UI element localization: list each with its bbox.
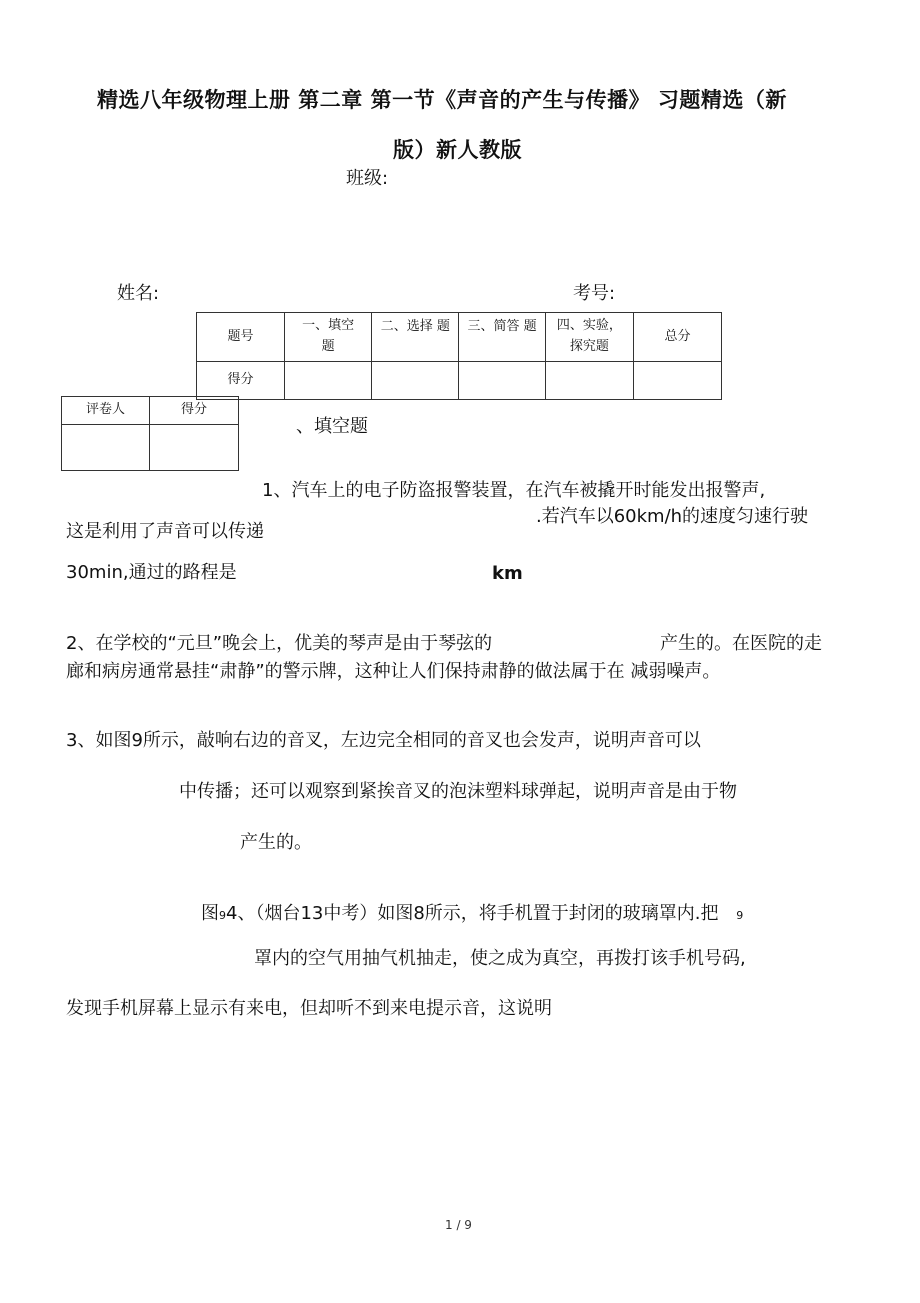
score-table bbox=[196, 312, 722, 400]
section-title: 、填空题 bbox=[296, 416, 368, 437]
grader-header-cell: 得分 bbox=[150, 397, 239, 425]
header-text: 三、简答 题 bbox=[467, 319, 537, 334]
score-cell[interactable] bbox=[545, 362, 633, 400]
name-label: 姓名: bbox=[117, 283, 160, 304]
q1-line-1: 1、汽车上的电子防盗报警装置，在汽车被撬开时能发出报警声, bbox=[262, 480, 766, 501]
q4-line-3: 发现手机屏幕上显示有来电，但却听不到来电提示音，这说明 bbox=[66, 998, 552, 1019]
header-text: 题号 bbox=[227, 328, 254, 344]
header-text: 题 bbox=[321, 339, 335, 354]
score-cell[interactable] bbox=[372, 362, 459, 400]
q3-line-1: 3、如图9所示，敲响右边的音叉，左边完全相同的音叉也会发声，说明声音可以 bbox=[66, 730, 701, 751]
figure-label: 图 bbox=[201, 903, 219, 924]
header-text: 探究题 bbox=[569, 339, 609, 354]
title-line-1: 精选八年级物理上册 第二章 第一节《声音的产生与传播》 习题精选（新 bbox=[97, 88, 787, 112]
q4-text-1: 4、（烟台13中考）如图8所示，将手机置于封闭的玻璃罩内.把 bbox=[226, 903, 719, 924]
q1-line-2b: .若汽车以60km/h的速度匀速行驶 bbox=[536, 506, 809, 527]
figure-tail-mark: 9 bbox=[736, 909, 744, 922]
score-cell[interactable] bbox=[459, 362, 545, 400]
header-text: 四、实验， bbox=[556, 318, 622, 334]
q2-line-2: 廊和病房通常悬挂“肃静”的警示牌，这种让人们保持肃静的做法属于在 减弱噪声。 bbox=[66, 661, 721, 682]
header-text: 总分 bbox=[664, 328, 691, 344]
score-cell[interactable] bbox=[285, 362, 372, 400]
class-label: 班级: bbox=[346, 168, 389, 189]
grader-cell[interactable] bbox=[62, 425, 150, 471]
q3-line-3: 产生的。 bbox=[240, 832, 312, 853]
score-header-cell bbox=[197, 313, 285, 362]
score-header-cell bbox=[285, 313, 372, 362]
grader-cell[interactable] bbox=[150, 425, 239, 471]
title-line-2: 版）新人教版 bbox=[393, 138, 522, 162]
q1-line-2a: 这是利用了声音可以传递 bbox=[66, 521, 264, 542]
score-header-cell bbox=[372, 313, 459, 362]
score-header-cell bbox=[545, 313, 633, 362]
score-header-cell bbox=[459, 313, 545, 362]
figure-subscript: 9 bbox=[219, 909, 226, 922]
q1-line-3a: 30min,通过的路程是 bbox=[66, 562, 237, 583]
q4-line-1 bbox=[201, 899, 743, 925]
q3-line-2: 中传播；还可以观察到紧挨音叉的泡沫塑料球弹起，说明声音是由于物 bbox=[179, 781, 737, 802]
header-text: 二、选择 题 bbox=[380, 319, 450, 334]
grader-table bbox=[61, 396, 239, 471]
exam-number-label: 考号: bbox=[573, 283, 616, 304]
score-row-label: 得分 bbox=[197, 362, 285, 400]
grader-header-cell: 评卷人 bbox=[62, 397, 150, 425]
q4-line-2: 罩内的空气用抽气机抽走，使之成为真空，再拨打该手机号码, bbox=[254, 948, 746, 969]
page-number: 1 / 9 bbox=[445, 1218, 472, 1232]
q2-line-1a: 2、在学校的“元旦”晚会上，优美的琴声是由于琴弦的 bbox=[66, 633, 493, 654]
header-text: 一、填空 bbox=[302, 318, 355, 334]
q2-line-1b: 产生的。在医院的走 bbox=[660, 633, 822, 654]
score-cell[interactable] bbox=[633, 362, 721, 400]
q1-unit: km bbox=[492, 563, 523, 584]
score-header-cell bbox=[633, 313, 721, 362]
